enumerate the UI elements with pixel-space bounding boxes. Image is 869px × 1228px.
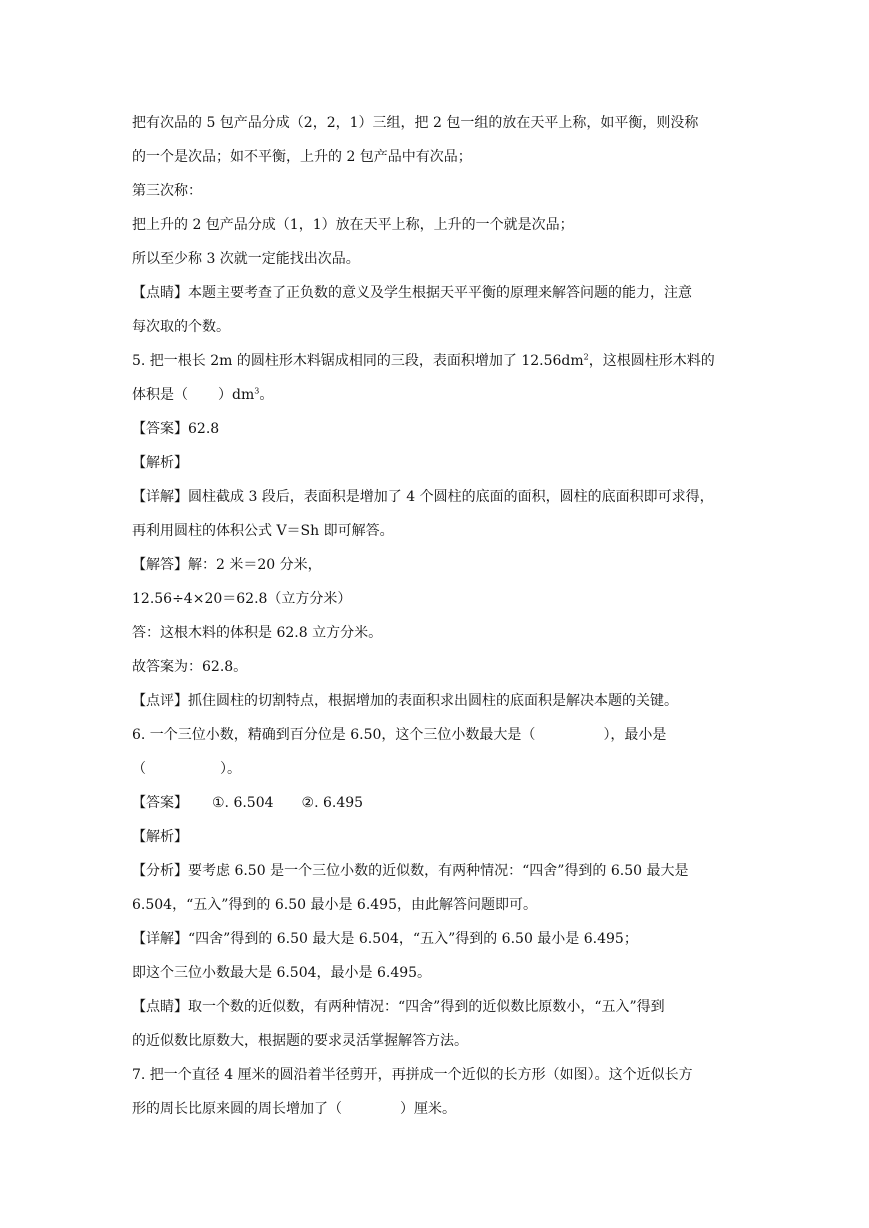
- question-5-line-1: [132, 344, 752, 378]
- analysis-line: 6.504，“五入”得到的 6.50 最小是 6.495，由此解答问题即可。: [132, 897, 537, 913]
- solution-line: 12.56÷4×20＝62.8（立方分米）: [132, 591, 352, 607]
- question-text: ），最小是: [603, 727, 667, 743]
- superscript: 3: [254, 386, 260, 396]
- question-text: 。: [259, 387, 274, 403]
- comment-line: 的近似数比原数大，根据题的要求灵活掌握解答方法。: [132, 1033, 468, 1049]
- text-line: 所以至少称 3 次就一定能找出次品。: [132, 251, 360, 267]
- detail-line: 【详解】圆柱截成 3 段后，表面积是增加了 4 个圆柱的底面的面积，圆柱的底面积即可求得，: [132, 489, 714, 505]
- question-text: ）dm: [218, 387, 255, 403]
- answer-value-2: ②. 6.495: [301, 795, 364, 811]
- comment-line: 【点睛】取一个数的近似数，有两种情况：“四舍”得到的近似数比原数小，“五入”得到: [132, 999, 665, 1015]
- analysis-line: 【分析】要考虑 6.50 是一个三位小数的近似数，有两种情况：“四舍”得到的 6.50 最大是: [132, 863, 689, 879]
- question-text: 5. 把一根长 2m 的圆柱形木料锯成相同的三段，表面积增加了 12.56dm: [132, 353, 584, 369]
- detail-line: 即这个三位小数最大是 6.504，最小是 6.495。: [132, 965, 432, 981]
- question-7-line-2: [132, 1092, 752, 1126]
- text-line: 把上升的 2 包产品分成（1，1）放在天平上称，上升的一个就是次品；: [132, 217, 574, 233]
- text-line: 把有次品的 5 包产品分成（2，2，1）三组，把 2 包一组的放在天平上称，如平衡，则没称: [132, 115, 699, 131]
- question-5-line-2: [132, 378, 752, 412]
- question-text: ，这根圆柱形木料的: [588, 353, 715, 369]
- text-line: 【点睛】本题主要考查了正负数的意义及学生根据天平平衡的原理来解答问题的能力，注意: [132, 285, 692, 301]
- comment-line: 【点评】抓住圆柱的切割特点，根据增加的表面积求出圆柱的底面积是解决本题的关键。: [132, 693, 678, 709]
- analysis-heading: 【解析】: [132, 455, 188, 471]
- solution-line: 故答案为：62.8。: [132, 659, 248, 675]
- question-text: ）。: [220, 761, 241, 777]
- question-text: ）厘米。: [400, 1101, 456, 1117]
- solution-line: 答：这根木料的体积是 62.8 立方分米。: [132, 625, 383, 641]
- page-content: [132, 106, 752, 1126]
- question-text: 体积是（: [132, 387, 188, 403]
- text-line: 的一个是次品；如不平衡，上升的 2 包产品中有次品；: [132, 149, 472, 165]
- answer-label: 【答案】: [132, 795, 188, 811]
- question-7-line-1: 7. 把一个直径 4 厘米的圆沿着半径剪开，再拼成一个近似的长方形（如图）。这个近似长方: [132, 1067, 693, 1083]
- answer-line: 【答案】62.8: [132, 421, 220, 437]
- question-text: （: [132, 761, 146, 777]
- question-6-line-2: [132, 752, 752, 786]
- answer-line: [132, 786, 752, 820]
- detail-line: 再利用圆柱的体积公式 V＝Sh 即可解答。: [132, 523, 394, 539]
- analysis-heading: 【解析】: [132, 829, 188, 845]
- question-6-line-1: [132, 718, 752, 752]
- solution-line: 【解答】解：2 米＝20 分米，: [132, 557, 322, 573]
- question-text: 6. 一个三位小数，精确到百分位是 6.50，这个三位小数最大是（: [132, 727, 536, 743]
- answer-value-1: ①. 6.504: [212, 795, 274, 811]
- text-line: 第三次称：: [132, 183, 202, 199]
- superscript: 2: [583, 352, 589, 362]
- question-text: 形的周长比原来圆的周长增加了（: [132, 1101, 342, 1117]
- detail-line: 【详解】“四舍”得到的 6.50 最大是 6.504，“五入”得到的 6.50 最小是 6.495；: [132, 931, 638, 947]
- text-line: 每次取的个数。: [132, 319, 230, 335]
